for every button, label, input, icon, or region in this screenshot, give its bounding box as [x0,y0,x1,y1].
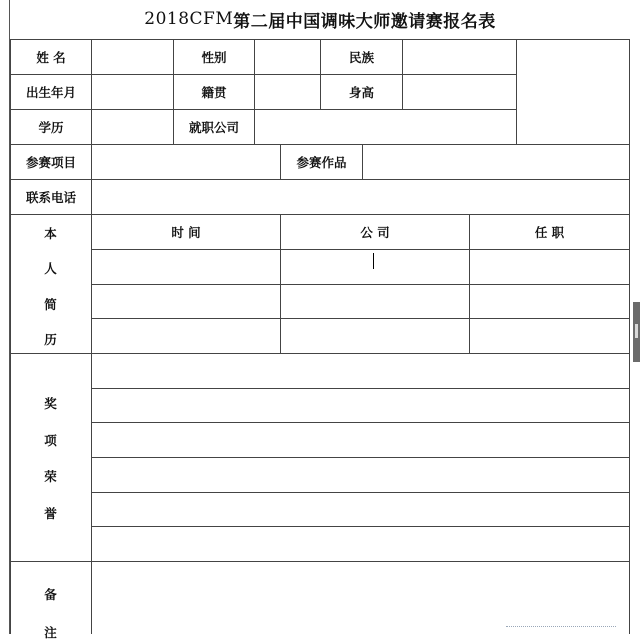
remarks-char: 备 [44,587,57,602]
event-field[interactable] [91,144,280,179]
awards-line[interactable] [91,492,630,526]
resume-char: 人 [44,261,57,277]
awards-char: 荣 [44,469,57,485]
label-event: 参赛项目 [10,144,91,179]
label-phone: 联系电话 [10,179,91,214]
ethnicity-field[interactable] [402,39,516,74]
resume-char: 简 [44,296,57,312]
label-height: 身高 [320,74,402,109]
resume-time-cell[interactable] [91,284,280,318]
awards-line[interactable] [91,388,630,422]
awards-char: 项 [44,432,57,448]
employer-field[interactable] [254,109,516,144]
resume-position-cell[interactable] [469,249,630,284]
education-field[interactable] [91,109,173,144]
awards-char: 誉 [44,505,57,521]
resume-time-cell[interactable] [91,249,280,284]
label-name: 姓 名 [10,39,91,74]
resume-header-company: 公 司 [280,214,469,249]
birth-field[interactable] [91,74,173,109]
text-cursor [373,253,374,269]
resume-header-time: 时 间 [91,214,280,249]
label-ethnicity: 民族 [320,39,402,74]
resume-company-cell[interactable] [280,249,469,284]
label-education: 学历 [10,109,91,144]
awards-char: 奖 [44,396,57,411]
resume-header-position: 任 职 [469,214,630,249]
height-field[interactable] [402,74,516,109]
entry-field[interactable] [362,144,630,179]
title-text: 第二届中国调味大师邀请赛报名表 [233,11,496,32]
resume-company-cell[interactable] [280,318,469,353]
remarks-field[interactable] [91,561,630,634]
label-employer: 就职公司 [173,109,254,144]
resume-company-cell[interactable] [280,284,469,318]
scroll-handle[interactable] [633,302,640,362]
label-entry: 参赛作品 [280,144,362,179]
form-title [10,0,630,38]
name-field[interactable] [91,39,173,74]
phone-field[interactable] [91,179,630,214]
photo-box[interactable] [516,39,630,144]
remarks-label [10,585,91,641]
label-gender: 性别 [173,39,254,74]
gender-field[interactable] [254,39,320,74]
resume-char: 历 [44,331,57,347]
awards-line[interactable] [91,526,630,561]
title-prefix: 2018CFM [144,9,234,29]
awards-line[interactable] [91,422,630,457]
resume-label [10,224,91,348]
resume-position-cell[interactable] [469,318,630,353]
resume-char: 本 [44,226,57,241]
awards-line[interactable] [91,457,630,492]
awards-line[interactable] [91,353,630,388]
native-place-field[interactable] [254,74,320,109]
resume-time-cell[interactable] [91,318,280,353]
awards-label [10,394,91,522]
remarks-char: 注 [44,625,57,640]
resume-position-cell[interactable] [469,284,630,318]
label-birth: 出生年月 [10,74,91,109]
label-native-place: 籍贯 [173,74,254,109]
